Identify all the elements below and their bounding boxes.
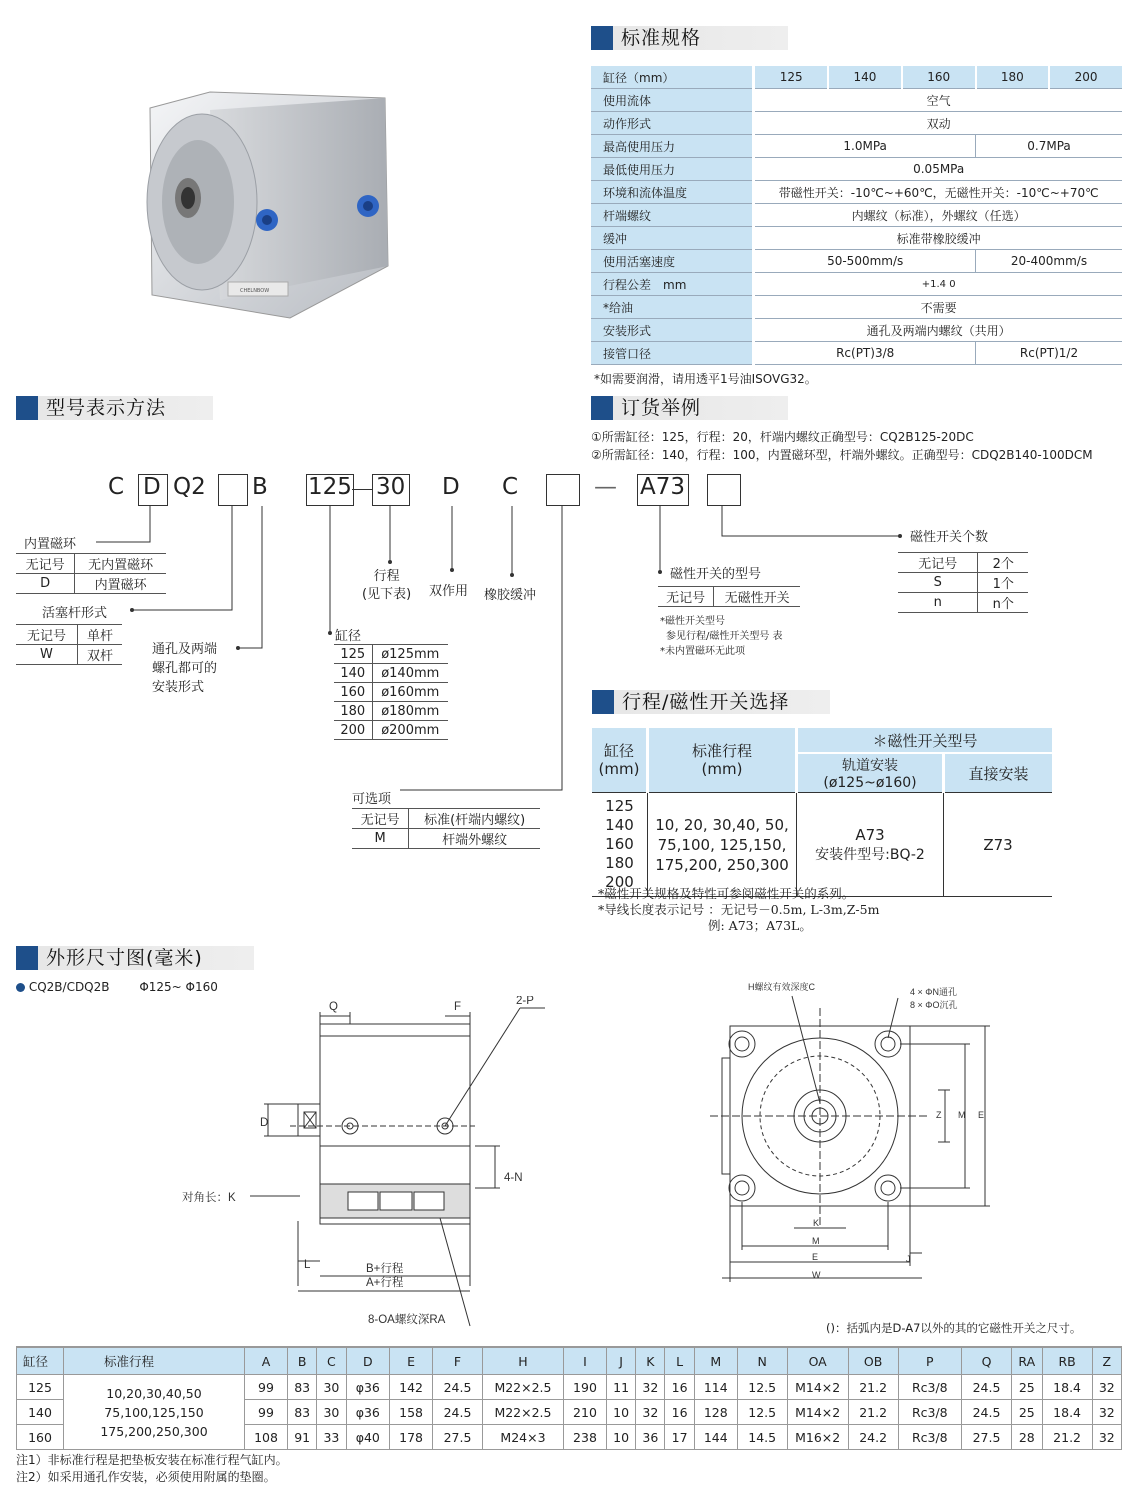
dim-row-125: 125 10,20,30,40,50 75,100,125,150 175,200,250,300 99 83 30 φ36 142 24.5 M22×2.5 190 11 32 16 114 12.5 M14×2 21.2 Rc3/8 24.5 25 18.4 32 [17,1375,1122,1400]
dim-b: B+行程 [366,1263,404,1275]
dim-a: A+行程 [366,1277,404,1289]
dim-m2: M [812,1236,820,1246]
stroke-label: 行程 (见下表) [362,569,412,602]
spec-table: 缸径（mm） 125 140 160 180 200 使用流体 空气 动作形式 双动 最高使用压力 1.0MPa 0.7MPa 最低使用压力 0.05MPa 环境和流体温度 带磁性开关：-10℃~+60℃，无磁性开关：-10℃~+70℃ 杆端螺纹 内螺纹（标准），外螺纹（任选） 缓冲 标准带橡胶缓冲 使用活塞速度 50-500mm/s 20-400mm/s 行程公差 mm +1.4 0 *给油 不需要 安装形式 通孔及两端内螺纹（共用） 接管口径 Rc(PT)3/8 Rc(PT)1/2 [591,66,1122,365]
order-example-1: ①所需缸径：125，行程：20，杆端内螺纹正确型号：CQ2B125-20DC [591,430,974,444]
switch-type-notes: *磁性开关型号 参见行程/磁性开关型号 表 *未内置磁环无此项 [660,616,783,657]
code-stroke: 30 [376,474,406,500]
dim-d: D [260,1117,269,1129]
switch-type-table: 无记号 无磁性开关 [658,586,800,607]
magnet-title: 内置磁环 [24,537,77,552]
dim-2p: 2-P [516,996,534,1007]
rod-table: 无记号 单杆 W 双杆 [16,624,122,665]
switch-count-title: 磁性开关个数 [910,530,989,545]
dimension-table: 缸径 标准行程 A B C D E F H I J K L M N OA OB P Q RA RB Z 125 10,20,30,40,50 75,100,125,150 175,200,250,300 99 83 30 φ36 142 24.5 M22×2.5 190 11 32 16 114 12.5 M14×2 21.2 Rc3/8 24.5 25 18.4 32 140 99 83 30 φ36 158 24.5 M22×2.5 210 10 32 16 128 12.5 M14×2 21.2 Rc3/8 24.5 25 18.4 32 160 108 91 33 φ40 178 27.5 M24×3 238 10 36 17 144 14.5 M16×2 24.2 Rc3/8 27.5 28 21.2 32 [16,1346,1122,1450]
series-dot-icon [16,983,25,992]
dim-q: Q [329,1001,338,1013]
option-title: 可选项 [352,792,392,807]
dim-w: W [812,1270,821,1280]
section-order-title: 订货举例 [591,396,788,420]
double-acting-label: 双作用 [429,584,469,599]
dim-l: L [304,1259,311,1271]
spec-note: *如需要润滑，请用透平1号油ISOVG32。 [594,372,817,386]
dim-z: Z [936,1110,942,1120]
switch-type-title: 磁性开关的型号 [670,567,762,582]
cushion-label: 橡胶缓冲 [484,588,537,603]
dim-h: H螺纹有效深度C [748,982,815,992]
code-d: D [143,474,161,500]
dim-e: E [978,1110,985,1120]
option-table: 无记号 标准(杆端内螺纹) M 杆端外螺纹 [352,808,540,849]
dim-k2: K [813,1218,820,1228]
dim-k: 对角长：K [182,1192,236,1204]
stroke-switch-table: 缸径 (mm) 标准行程 (mm) ＊磁性开关型号 轨道安装(ø125~ø160) 直接安装 125 140 160 180 200 10, 20, 30,40, 50, 75,100, 125,150, 175,200, 250,300 A73 安装件型号:BQ-2 Z73 [592,728,1052,897]
dim-oa: 8-OA螺纹深RA [368,1314,446,1326]
switch-count-table: 无记号 2个 S 1个 n n个 [898,552,1028,613]
code-dash: — [594,474,617,500]
bore-title: 缸径 [335,629,362,644]
code-a73: A73 [640,474,686,500]
product-label: CHELNBOW [240,288,270,294]
side-view-drawing [170,996,560,1336]
section-model-title: 型号表示方法 [16,396,213,420]
mount-text: 通孔及两端 螺孔都可的 安装形式 [152,642,218,695]
dim-e2: E [812,1252,819,1262]
dim-row-160: 160 108 91 33 φ40 178 27.5 M24×3 238 10 36 17 144 14.5 M16×2 24.2 Rc3/8 27.5 28 21.2 32 [17,1425,1122,1450]
dim-n4: 4 × ΦN通孔 [910,987,957,997]
dim-o8: 8 × ΦO沉孔 [910,1000,958,1010]
stroke-notes: *磁性开关规格及特性可参阅磁性开关的系列。 *导线长度表示记号 ：无记号－0.5m, L-3m,Z-5m 例: A73；A73L。 [598,886,880,933]
bore-table: 125 ø125mm 140 ø140mm 160 ø160mm 180 ø180mm 200 ø200mm [334,644,448,740]
section-switch-title: 行程/磁性开关选择 [592,690,830,714]
magnet-table: 无记号 无内置磁环 D 内置磁环 [16,553,166,594]
order-example-2: ②所需缸径：140，行程：100，内置磁环型，杆端外螺纹。正确型号：CDQ2B140-100DCM [591,448,1093,462]
dim-m: M [958,1110,966,1120]
code-q2: Q2 [173,474,206,500]
section-spec-title: 标准规格 [591,26,788,50]
dim-j: J [906,1254,911,1264]
code-cc: C [502,474,519,500]
rod-title: 活塞杆形式 [42,606,108,621]
dim-notes: 注1）非标准行程是把垫板安装在标准行程气缸内。 注2）如采用通孔作安装，必须使用附属的垫圈。 [16,1453,288,1484]
code-c: C [108,474,125,500]
code-bore: 125 [308,474,352,500]
dim-row-140: 140 99 83 30 φ36 158 24.5 M22×2.5 210 10 32 16 128 12.5 M14×2 21.2 Rc3/8 24.5 25 18.4 32 [17,1400,1122,1425]
dim-4n: 4-N [504,1172,523,1184]
section-dims-title: 外形尺寸图(毫米) [16,946,254,970]
dim-f: F [454,1001,462,1013]
drawing-note: ()：括弧内是D-A7以外的其的它磁性开关之尺寸。 [826,1321,1082,1335]
code-dd: D [442,474,460,500]
product-photo [140,90,400,325]
code-b: B [252,474,268,500]
front-view-drawing [710,978,1010,1290]
series-label: CQ2B/CDQ2B Φ125~ Φ160 [16,980,218,994]
